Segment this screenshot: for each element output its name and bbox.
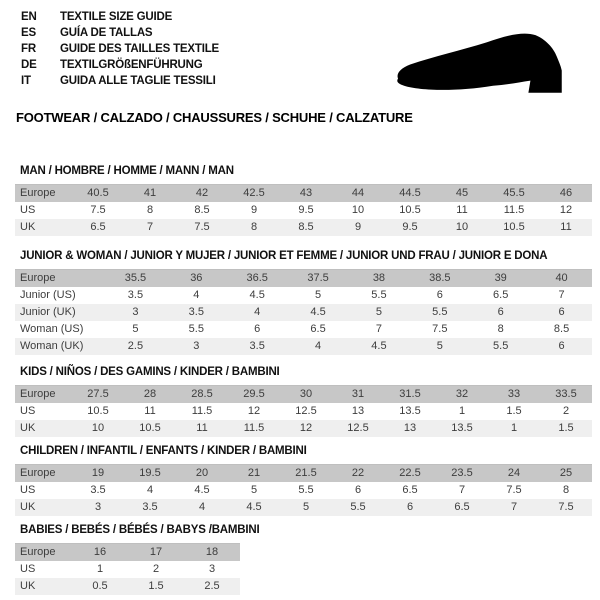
size-cell: 7.5 <box>506 484 522 496</box>
row-label: Europe <box>20 388 56 400</box>
size-cell: 23.5 <box>451 467 473 479</box>
size-cell: 4.5 <box>246 501 262 513</box>
size-cell: 3 <box>193 340 200 352</box>
table-row <box>15 465 592 483</box>
size-table-section-babies <box>15 523 592 595</box>
size-cell: 44.5 <box>399 187 421 199</box>
size-cell: 4 <box>193 289 200 301</box>
size-cell: 21.5 <box>295 467 317 479</box>
size-cell: 3.5 <box>142 501 158 513</box>
size-cell: 4 <box>254 306 261 318</box>
size-cell: 5 <box>250 484 258 496</box>
size-cell: 17 <box>149 546 163 558</box>
size-cell: 12 <box>247 405 261 417</box>
row-label: UK <box>20 221 36 233</box>
table-title: MAN / HOMBRE / HOMME / MANN / MAN <box>20 165 234 177</box>
size-cell: 12.5 <box>295 405 317 417</box>
size-cell: 11 <box>456 204 468 216</box>
size-cell: 18 <box>205 546 219 558</box>
size-cell: 2 <box>152 563 160 575</box>
size-table-children <box>15 464 592 516</box>
size-cell: 10.5 <box>139 422 161 434</box>
table-row <box>15 270 592 288</box>
size-cell: 8 <box>497 323 504 335</box>
shoe-icon <box>394 28 586 104</box>
size-cell: 45.5 <box>503 187 525 199</box>
table-title: JUNIOR & WOMAN / JUNIOR Y MUJER / JUNIOR ET FEMME / JUNIOR UND FRAU / JUNIOR E DONA <box>20 250 548 262</box>
size-cell: 27.5 <box>87 388 109 400</box>
size-cell: 40 <box>555 272 568 284</box>
size-cell: 13.5 <box>399 405 421 417</box>
size-cell: 10.5 <box>503 221 525 233</box>
size-cell: 37.5 <box>307 272 329 284</box>
size-cell: 5 <box>375 306 382 318</box>
size-cell: 4 <box>315 340 322 352</box>
size-table-section-kids <box>15 365 592 437</box>
size-cell: 1.5 <box>506 405 522 417</box>
language-row <box>21 41 219 57</box>
size-cell: 13.5 <box>451 422 473 434</box>
size-cell: 5 <box>132 323 139 335</box>
size-table-babies <box>15 543 240 595</box>
size-cell: 7.5 <box>90 204 106 216</box>
size-cell: 19.5 <box>139 467 161 479</box>
row-label: US <box>20 204 36 216</box>
size-cell: 43 <box>299 187 313 199</box>
size-cell: 8.5 <box>553 323 570 335</box>
table-row <box>15 403 592 420</box>
size-cell: 5 <box>436 340 443 352</box>
size-cell: 4.5 <box>249 289 265 301</box>
table-row <box>15 482 592 499</box>
table-row <box>15 420 592 437</box>
size-cell: 11 <box>560 221 572 233</box>
table-row <box>15 202 592 219</box>
size-cell: 13 <box>351 405 365 417</box>
size-cell: 6 <box>436 289 443 301</box>
size-cell: 8 <box>562 484 570 496</box>
table-row <box>15 185 592 203</box>
size-cell: 3 <box>94 501 102 513</box>
size-cell: 5 <box>315 289 322 301</box>
size-cell: 6 <box>497 306 504 318</box>
size-cell: 8 <box>146 204 154 216</box>
tables-area <box>15 164 592 595</box>
size-cell: 46 <box>559 187 573 199</box>
size-table-section-junior-woman <box>15 249 592 355</box>
size-cell: 31 <box>351 388 365 400</box>
size-cell: 6 <box>254 323 261 335</box>
size-cell: 2 <box>562 405 570 417</box>
size-table-kids <box>15 385 592 437</box>
row-label: Europe <box>20 467 56 479</box>
size-cell: 1 <box>96 563 104 575</box>
row-label: UK <box>20 501 36 513</box>
language-title: TEXTILGRÖßENFÜHRUNG <box>60 59 203 71</box>
size-cell: 12 <box>559 204 573 216</box>
size-cell: 35.5 <box>124 272 147 284</box>
size-cell: 44 <box>351 187 365 199</box>
language-code: DE <box>21 59 37 71</box>
table-title: CHILDREN / INFANTIL / ENFANTS / KINDER / BAMBINI <box>20 445 307 457</box>
row-label: Woman (US) <box>20 323 84 335</box>
language-row <box>21 57 219 73</box>
size-cell: 32 <box>455 388 469 400</box>
size-cell: 10 <box>91 422 105 434</box>
size-cell: 1.5 <box>558 422 574 434</box>
size-cell: 9.5 <box>402 221 418 233</box>
row-label: UK <box>20 422 36 434</box>
size-cell: 6.5 <box>402 484 418 496</box>
size-table-section-children <box>15 444 592 516</box>
language-code: FR <box>21 43 36 55</box>
language-title: GUIDE DES TAILLES TEXTILE <box>60 43 219 55</box>
table-row <box>15 338 592 355</box>
row-label: Europe <box>20 187 56 199</box>
size-cell: 7 <box>146 221 154 233</box>
size-cell: 36 <box>190 272 203 284</box>
size-cell: 36.5 <box>246 272 268 284</box>
language-row <box>21 25 219 41</box>
size-cell: 5.5 <box>493 340 509 352</box>
size-cell: 9 <box>354 221 362 233</box>
table-title: BABIES / BEBÉS / BÉBÉS / BABYS /BAMBINI <box>20 524 260 536</box>
size-cell: 22.5 <box>399 467 421 479</box>
table-title: KIDS / NIÑOS / DES GAMINS / KINDER / BAMBINI <box>20 366 280 378</box>
size-cell: 3.5 <box>188 306 204 318</box>
row-label: Junior (US) <box>20 289 76 301</box>
size-cell: 31.5 <box>399 388 421 400</box>
size-table-junior-woman <box>15 269 592 355</box>
size-cell: 9 <box>250 204 258 216</box>
size-cell: 25 <box>559 467 573 479</box>
size-cell: 0.5 <box>92 580 108 592</box>
row-label: Junior (UK) <box>20 306 76 318</box>
table-row <box>15 544 240 562</box>
size-table-section-man <box>15 164 592 236</box>
size-cell: 1 <box>510 422 518 434</box>
row-label: Europe <box>20 272 56 284</box>
size-cell: 8.5 <box>194 204 210 216</box>
size-cell: 33 <box>507 388 521 400</box>
table-row <box>15 287 592 304</box>
table-row <box>15 219 592 236</box>
size-cell: 20 <box>195 467 209 479</box>
language-row <box>21 9 219 25</box>
table-row <box>15 386 592 404</box>
size-cell: 10.5 <box>87 405 109 417</box>
language-code: EN <box>21 11 37 23</box>
size-cell: 11.5 <box>243 422 265 434</box>
size-cell: 6 <box>558 340 565 352</box>
language-code: IT <box>21 75 31 87</box>
size-cell: 7.5 <box>194 221 210 233</box>
size-cell: 38 <box>372 272 386 284</box>
language-title: GUIDA ALLE TAGLIE TESSILI <box>60 75 216 87</box>
table-row <box>15 321 592 338</box>
language-title: TEXTILE SIZE GUIDE <box>60 11 173 23</box>
size-cell: 13 <box>403 422 417 434</box>
size-cell: 3 <box>132 306 139 318</box>
size-cell: 11.5 <box>191 405 213 417</box>
size-cell: 11 <box>144 405 156 417</box>
table-row <box>15 304 592 321</box>
size-cell: 2.5 <box>204 580 220 592</box>
size-cell: 28.5 <box>191 388 213 400</box>
size-cell: 4.5 <box>194 484 210 496</box>
size-cell: 5.5 <box>350 501 366 513</box>
size-cell: 3.5 <box>127 289 144 301</box>
size-cell: 8.5 <box>298 221 314 233</box>
row-label: US <box>20 405 36 417</box>
size-cell: 42 <box>195 187 209 199</box>
size-cell: 5.5 <box>432 306 448 318</box>
size-cell: 10 <box>455 221 469 233</box>
size-cell: 4 <box>146 484 154 496</box>
size-cell: 11.5 <box>503 204 525 216</box>
size-cell: 19 <box>91 467 105 479</box>
size-cell: 5.5 <box>298 484 314 496</box>
size-cell: 3 <box>208 563 216 575</box>
size-cell: 6.5 <box>493 289 509 301</box>
size-cell: 29.5 <box>243 388 265 400</box>
size-cell: 7.5 <box>558 501 574 513</box>
size-cell: 6.5 <box>90 221 106 233</box>
size-cell: 33.5 <box>555 388 577 400</box>
size-cell: 7 <box>558 289 565 301</box>
table-row <box>15 561 240 578</box>
size-cell: 41 <box>143 187 157 199</box>
size-cell: 3.5 <box>249 340 265 352</box>
size-cell: 45 <box>455 187 469 199</box>
size-cell: 6 <box>558 306 565 318</box>
size-cell: 22 <box>351 467 365 479</box>
size-cell: 1 <box>458 405 466 417</box>
size-cell: 30 <box>299 388 313 400</box>
size-cell: 12 <box>299 422 313 434</box>
row-label: US <box>20 484 36 496</box>
size-cell: 6 <box>354 484 362 496</box>
size-cell: 7.5 <box>432 323 448 335</box>
table-row <box>15 499 592 516</box>
size-cell: 11 <box>196 422 208 434</box>
row-label: Europe <box>20 546 56 558</box>
category-line: FOOTWEAR / CALZADO / CHAUSSURES / SCHUHE / CALZATURE <box>16 110 413 125</box>
size-cell: 7 <box>510 501 518 513</box>
size-cell: 6 <box>406 501 414 513</box>
size-cell: 10.5 <box>399 204 421 216</box>
size-cell: 7 <box>375 323 382 335</box>
size-cell: 42.5 <box>243 187 265 199</box>
size-cell: 8 <box>250 221 258 233</box>
size-cell: 24 <box>507 467 521 479</box>
size-cell: 3.5 <box>90 484 106 496</box>
size-cell: 10 <box>351 204 365 216</box>
language-code: ES <box>21 27 36 39</box>
size-cell: 1.5 <box>148 580 164 592</box>
size-cell: 6.5 <box>310 323 326 335</box>
size-cell: 12.5 <box>347 422 369 434</box>
size-cell: 2.5 <box>127 340 144 352</box>
size-cell: 5.5 <box>371 289 387 301</box>
size-cell: 16 <box>93 546 107 558</box>
language-row <box>21 73 219 89</box>
size-table-man <box>15 184 592 236</box>
language-block <box>21 9 219 89</box>
size-cell: 7 <box>458 484 466 496</box>
size-cell: 4.5 <box>371 340 387 352</box>
language-title: GUÍA DE TALLAS <box>60 27 153 39</box>
size-cell: 38.5 <box>429 272 451 284</box>
size-cell: 40.5 <box>87 187 109 199</box>
size-cell: 9.5 <box>298 204 314 216</box>
size-cell: 4 <box>198 501 206 513</box>
size-cell: 6.5 <box>454 501 470 513</box>
size-cell: 4.5 <box>310 306 326 318</box>
size-cell: 5 <box>302 501 310 513</box>
size-cell: 28 <box>143 388 157 400</box>
size-cell: 39 <box>494 272 507 284</box>
row-label: US <box>20 563 36 575</box>
size-cell: 5.5 <box>188 323 204 335</box>
table-row <box>15 578 240 595</box>
row-label: UK <box>20 580 36 592</box>
row-label: Woman (UK) <box>20 340 84 352</box>
size-cell: 21 <box>247 467 261 479</box>
